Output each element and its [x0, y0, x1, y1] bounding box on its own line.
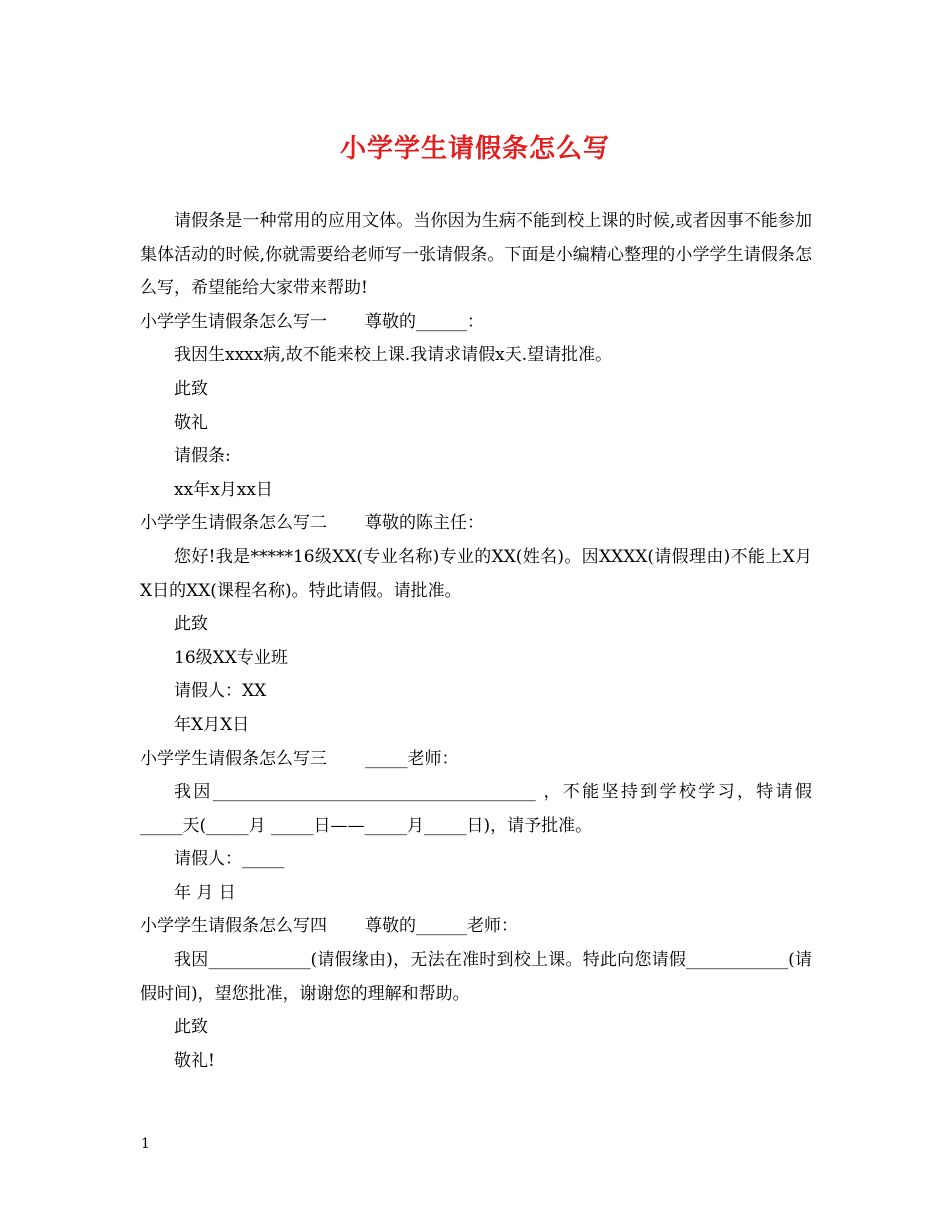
- section-2-date: 年X月X日: [174, 714, 250, 735]
- section-2-body: 您好!我是*****16级XX(专业名称)专业的XX(姓名)。因XXXX(请假理由)不能上X月X日的XX(课程名称)。特此请假。请批准。: [140, 546, 812, 601]
- section-2-heading: [140, 507, 812, 541]
- section-4-salutation: 尊敬的______老师：: [365, 916, 518, 937]
- section-3-date: 年 月 日: [174, 882, 236, 903]
- section-3-salutation: _____老师：: [365, 748, 459, 769]
- section-4-line-1: 此致: [174, 1017, 208, 1038]
- section-2-title: 小学学生请假条怎么写二: [140, 513, 327, 534]
- section-2-salutation: 尊敬的陈主任：: [365, 513, 484, 534]
- section-1-salutation: 尊敬的______：: [365, 311, 484, 332]
- section-4-body: 我因____________(请假缘由)，无法在准时到校上课。特此向您请假____________(请假时间)，望您批准，谢谢您的理解和帮助。: [140, 950, 812, 1004]
- section-4-title: 小学学生请假条怎么写四: [140, 916, 327, 937]
- section-1-date: xx年x月xx日: [174, 479, 273, 500]
- page-number: 1: [141, 1136, 150, 1152]
- section-1-line-2: 敬礼: [174, 412, 208, 433]
- document-body: [140, 205, 812, 1078]
- page-title: 小学学生请假条怎么写: [339, 134, 610, 164]
- section-4-line-2: 敬礼!: [174, 1050, 215, 1071]
- section-2-line-2: 16级XX专业班: [174, 647, 288, 668]
- section-3-title: 小学学生请假条怎么写三: [140, 748, 327, 769]
- intro-paragraph: 请假条是一种常用的应用文体。当你因为生病不能到校上课的时候,或者因事不能参加集体活动的时候,你就需要给老师写一张请假条。下面是小编精心整理的小学学生请假条怎么写，希望能给大家带来帮助!: [140, 211, 812, 299]
- section-1-line-1: 此致: [174, 378, 208, 399]
- section-4-heading: [140, 910, 812, 944]
- section-2-line-3: 请假人：XX: [174, 681, 267, 702]
- section-1-line-3: 请假条:: [174, 446, 231, 467]
- section-1-title: 小学学生请假条怎么写一: [140, 311, 327, 332]
- section-3-line-1: 请假人：_____: [174, 849, 285, 870]
- section-1-body: 我因生xxxx病,故不能来校上课.我请求请假x天.望请批准。: [174, 345, 613, 366]
- section-1-heading: [140, 306, 812, 340]
- section-2-line-1: 此致: [174, 614, 208, 635]
- section-3-heading: [140, 743, 812, 777]
- section-3-body: 我因______________________________________ ，不能坚持到学校学习，特请假_____天(_____月 _____日——_____月_____日)，请予批准。: [140, 782, 812, 836]
